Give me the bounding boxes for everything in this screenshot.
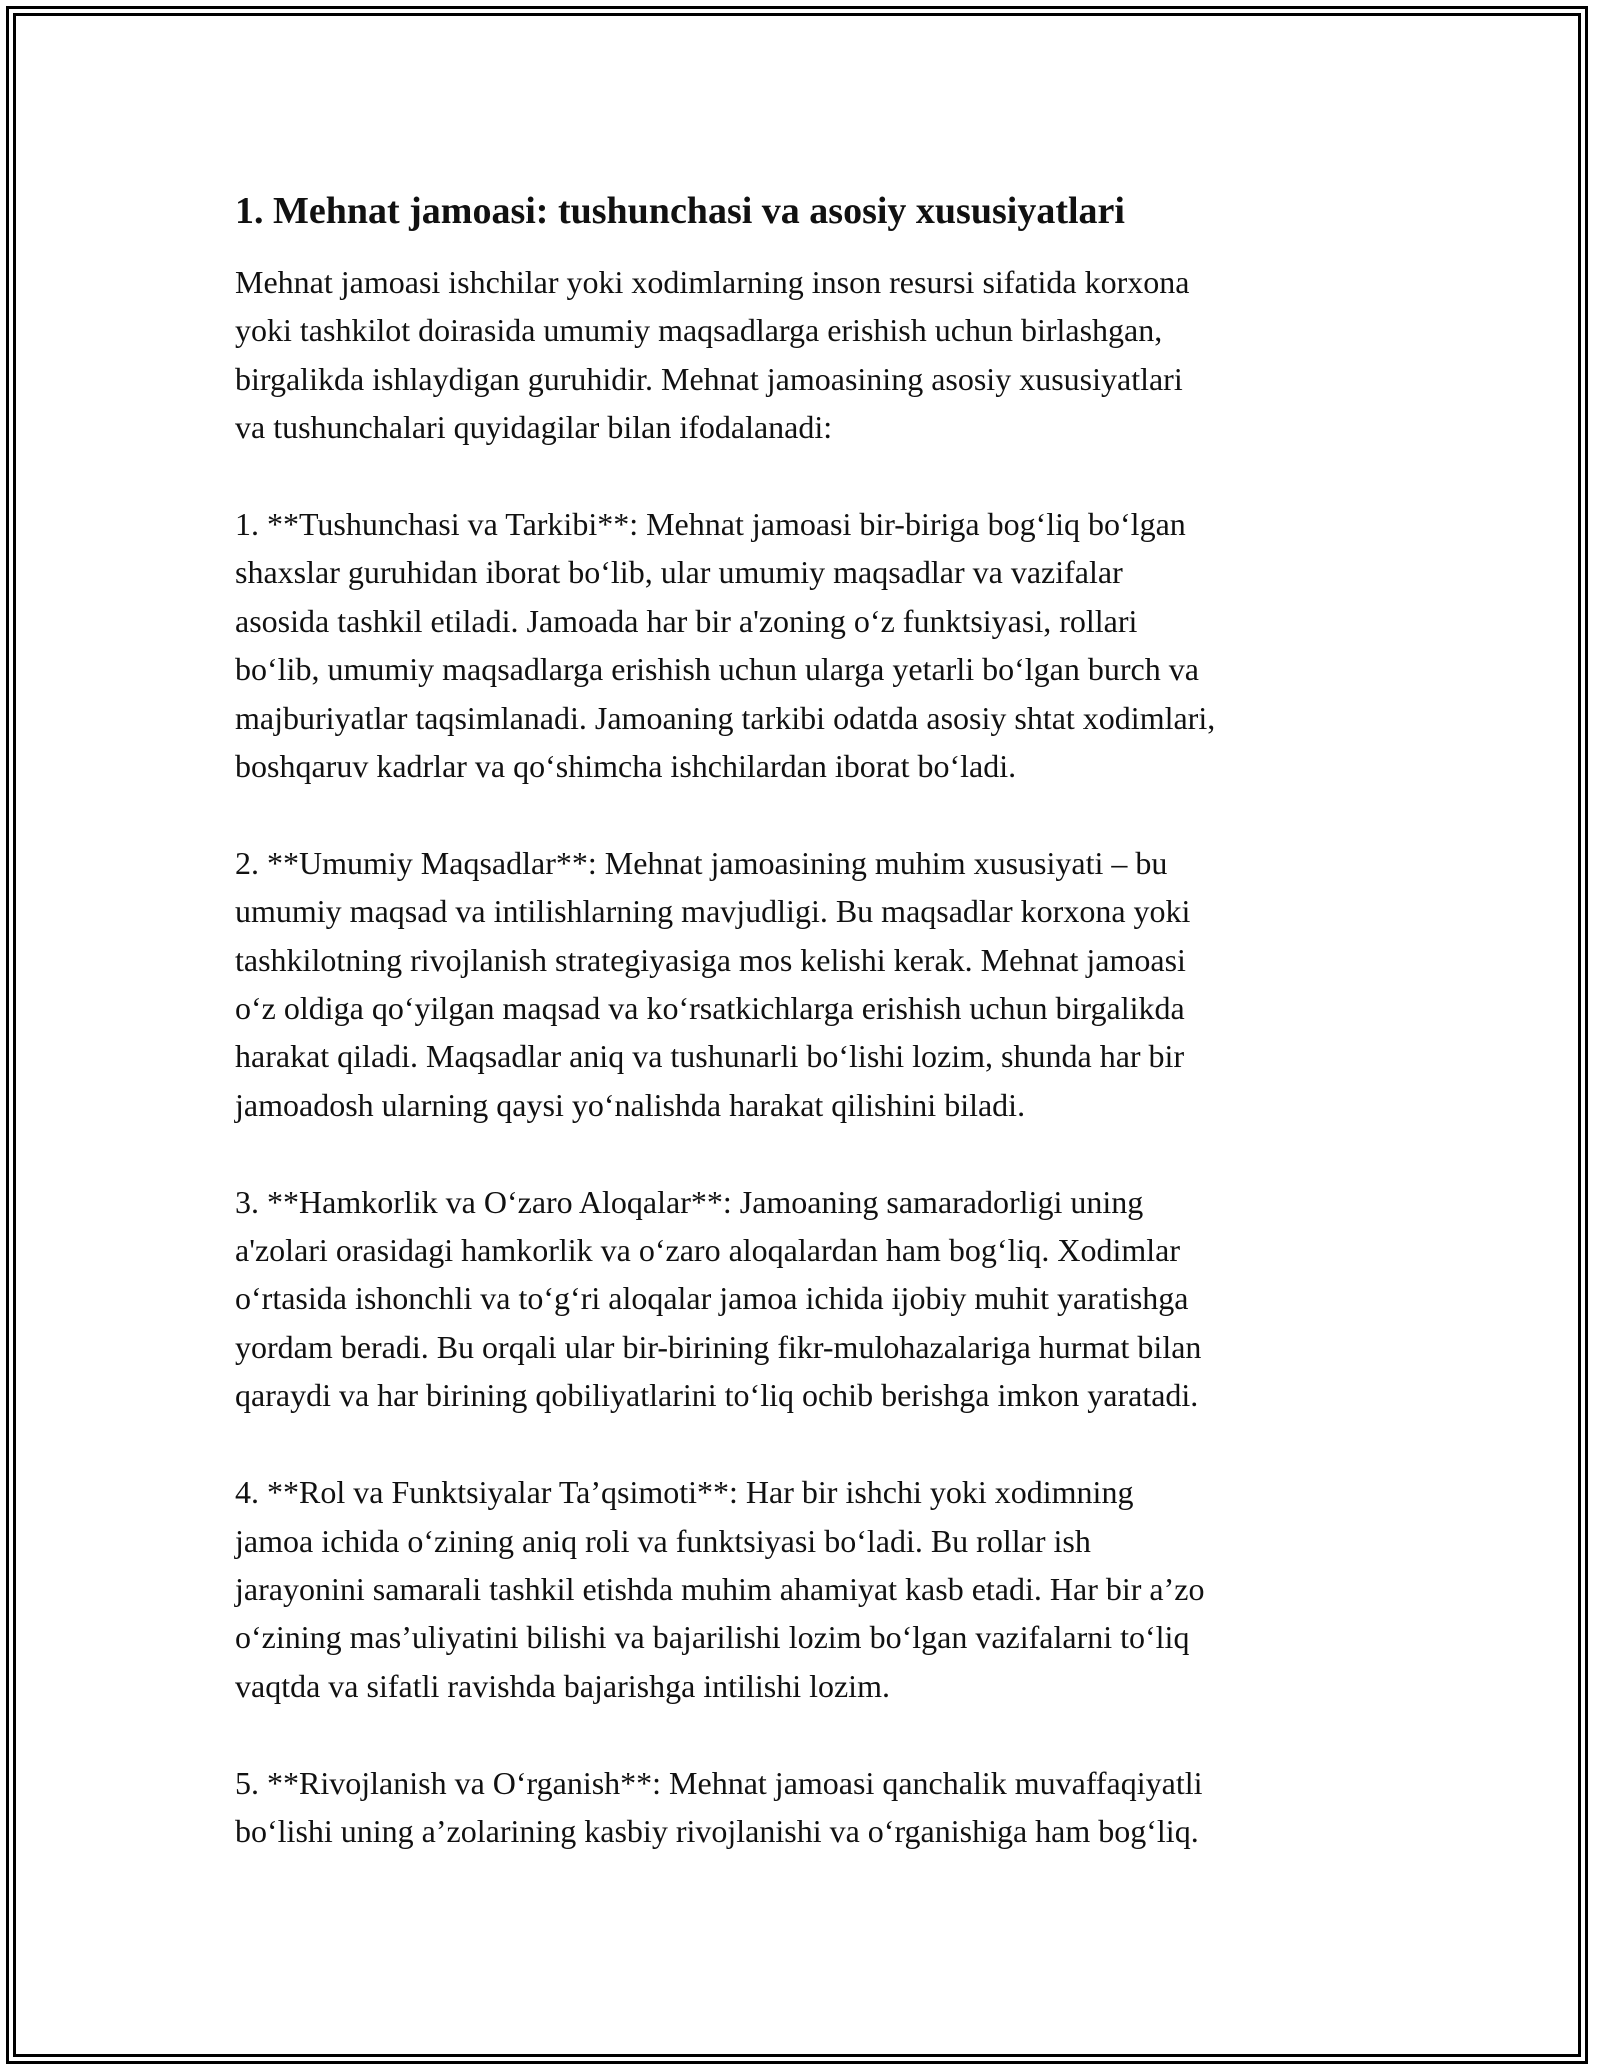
text-line: 2. **Umumiy Maqsadlar**: Mehnat jamoasining muhim xususiyati – bu xyxy=(235,844,1168,881)
text-line: o‘zining mas’uliyatini bilishi va bajarilishi lozim bo‘lgan vazifalarni to‘liq xyxy=(235,1619,1190,1656)
section-3-paragraph xyxy=(235,1178,1375,1420)
text-line: qaraydi va har birining qobiliyatlarini to‘liq ochib berishga imkon yaratadi. xyxy=(235,1377,1199,1414)
section-1-paragraph xyxy=(235,500,1375,790)
text-line: vaqtda va sifatli ravishda bajarishga intilishi lozim. xyxy=(235,1667,890,1704)
text-line: Mehnat jamoasi ishchilar yoki xodimlarning inson resursi sifatida korxona xyxy=(235,264,1190,300)
text-line: o‘z oldiga qo‘yilgan maqsad va ko‘rsatkichlarga erishish uchun birgalikda xyxy=(235,990,1185,1027)
document-title: 1. Mehnat jamoasi: tushunchasi va asosiy xususiyatlari xyxy=(235,190,1125,232)
text-line: 5. **Rivojlanish va O‘rganish**: Mehnat jamoasi qanchalik muvaffaqiyatli xyxy=(235,1764,1203,1801)
text-line: yoki tashkilot doirasida umumiy maqsadlarga erishish uchun birlashgan, xyxy=(235,312,1163,349)
text-line: yordam beradi. Bu orqali ular bir-birining fikr-mulohazalariga hurmat bilan xyxy=(235,1328,1202,1365)
section-4-paragraph xyxy=(235,1468,1375,1710)
text-line: bo‘lib, umumiy maqsadlarga erishish uchun ularga yetarli bo‘lgan burch va xyxy=(235,651,1199,688)
section-2-paragraph xyxy=(235,839,1375,1129)
text-line: jamoa ichida o‘zining aniq roli va funktsiyasi bo‘ladi. Bu rollar ish xyxy=(235,1522,1091,1559)
text-line: jarayonini samarali tashkil etishda muhim ahamiyat kasb etadi. Har bir a’zo xyxy=(235,1570,1205,1607)
text-line: 3. **Hamkorlik va O‘zaro Aloqalar**: Jamoaning samaradorligi uning xyxy=(235,1183,1144,1220)
section-5-paragraph xyxy=(235,1759,1375,1856)
text-line: bo‘lishi uning a’zolarining kasbiy rivojlanishi va o‘rganishiga ham bog‘liq. xyxy=(235,1812,1199,1849)
text-line: o‘rtasida ishonchli va to‘g‘ri aloqalar jamoa ichida ijobiy muhit yaratishga xyxy=(235,1280,1189,1317)
intro-paragraph xyxy=(235,258,1375,452)
document-body xyxy=(235,186,1375,1904)
text-line: va tushunchalari quyidagilar bilan ifodalanadi: xyxy=(235,409,833,446)
text-line: boshqaruv kadrlar va qo‘shimcha ishchilardan iborat bo‘ladi. xyxy=(235,748,1017,785)
text-line: umumiy maqsad va intilishlarning mavjudligi. Bu maqsadlar korxona yoki xyxy=(235,893,1191,930)
text-line: jamoadosh ularning qaysi yo‘nalishda harakat qilishini biladi. xyxy=(235,1086,1026,1123)
text-line: harakat qiladi. Maqsadlar aniq va tushunarli bo‘lishi lozim, shunda har bir xyxy=(235,1038,1185,1075)
text-line: asosida tashkil etiladi. Jamoada har bir a'zoning o‘z funktsiyasi, rollari xyxy=(235,602,1138,639)
text-line: birgalikda ishlaydigan guruhidir. Mehnat jamoasining asosiy xususiyatlari xyxy=(235,360,1183,397)
text-line: 4. **Rol va Funktsiyalar Ta’qsimoti**: Har bir ishchi yoki xodimning xyxy=(235,1474,1134,1511)
text-line: shaxslar guruhidan iborat bo‘lib, ular umumiy maqsadlar va vazifalar xyxy=(235,554,1123,591)
text-line: tashkilotning rivojlanish strategiyasiga mos kelishi kerak. Mehnat jamoasi xyxy=(235,941,1186,978)
text-line: majburiyatlar taqsimlanadi. Jamoaning tarkibi odatda asosiy shtat xodimlari, xyxy=(235,699,1216,736)
text-line: 1. **Tushunchasi va Tarkibi**: Mehnat jamoasi bir-biriga bog‘liq bo‘lgan xyxy=(235,506,1186,543)
text-line: a'zolari orasidagi hamkorlik va o‘zaro aloqalardan ham bog‘liq. Xodimlar xyxy=(235,1232,1180,1269)
